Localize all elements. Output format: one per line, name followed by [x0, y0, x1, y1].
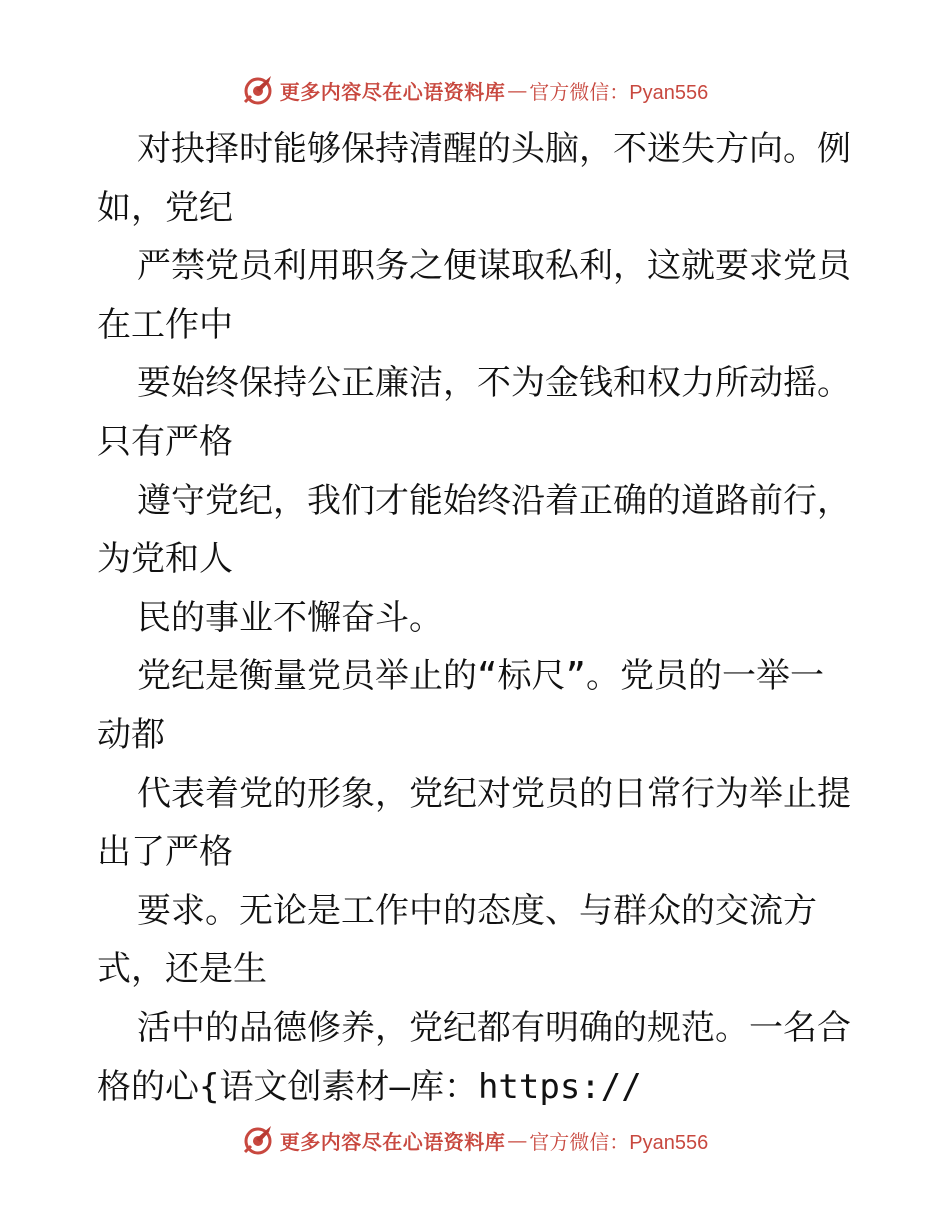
footer-contact-text: 官方微信：Pyan556: [529, 1131, 709, 1154]
footer-separator: —: [507, 1128, 528, 1152]
body-text-line: 代表着党的形象，党纪对党员的日常行为举止提: [137, 773, 851, 814]
body-text-line: 式，还是生: [97, 949, 267, 990]
footer-brand-text: 更多内容尽在心语资料库: [279, 1129, 506, 1154]
body-text-line: 遵守党纪，我们才能始终沿着正确的道路前行，: [137, 480, 851, 521]
body-text-line: 要始终保持公正廉洁，不为金钱和权力所动摇。: [137, 363, 851, 404]
footer-watermark-banner: [0, 1120, 950, 1160]
header-brand-text: 更多内容尽在心语资料库: [279, 79, 506, 104]
body-text-line: 严禁党员利用职务之便谋取私利，这就要求党员: [137, 246, 851, 287]
quill-seal-icon: [242, 1124, 274, 1156]
body-text-line: 出了严格: [97, 832, 233, 873]
header-separator: —: [507, 78, 528, 102]
body-text-line: 民的事业不懈奋斗。: [137, 597, 443, 638]
header-contact-text: 官方微信：Pyan556: [529, 81, 709, 104]
body-text-line: 只有严格: [97, 421, 233, 462]
body-text-line: 为党和人: [97, 539, 233, 580]
header-watermark-banner: [0, 70, 950, 110]
quill-seal-icon: [242, 74, 274, 106]
body-text-line: 党纪是衡量党员举止的“标尺”。党员的一举一: [137, 656, 824, 697]
body-text-line: 活中的品德修养，党纪都有明确的规范。一名合: [137, 1007, 851, 1048]
body-text-line: 如，党纪: [97, 187, 233, 228]
document-body: [97, 120, 887, 1116]
body-text-line: 格的心{语文创素材—库：https://: [97, 1066, 642, 1107]
body-text-line: 在工作中: [97, 304, 233, 345]
body-text-line: 对抉择时能够保持清醒的头脑，不迷失方向。例: [137, 129, 851, 169]
body-text-line: 动都: [97, 714, 165, 755]
body-text-line: 要求。无论是工作中的态度、与群众的交流方: [137, 890, 817, 931]
